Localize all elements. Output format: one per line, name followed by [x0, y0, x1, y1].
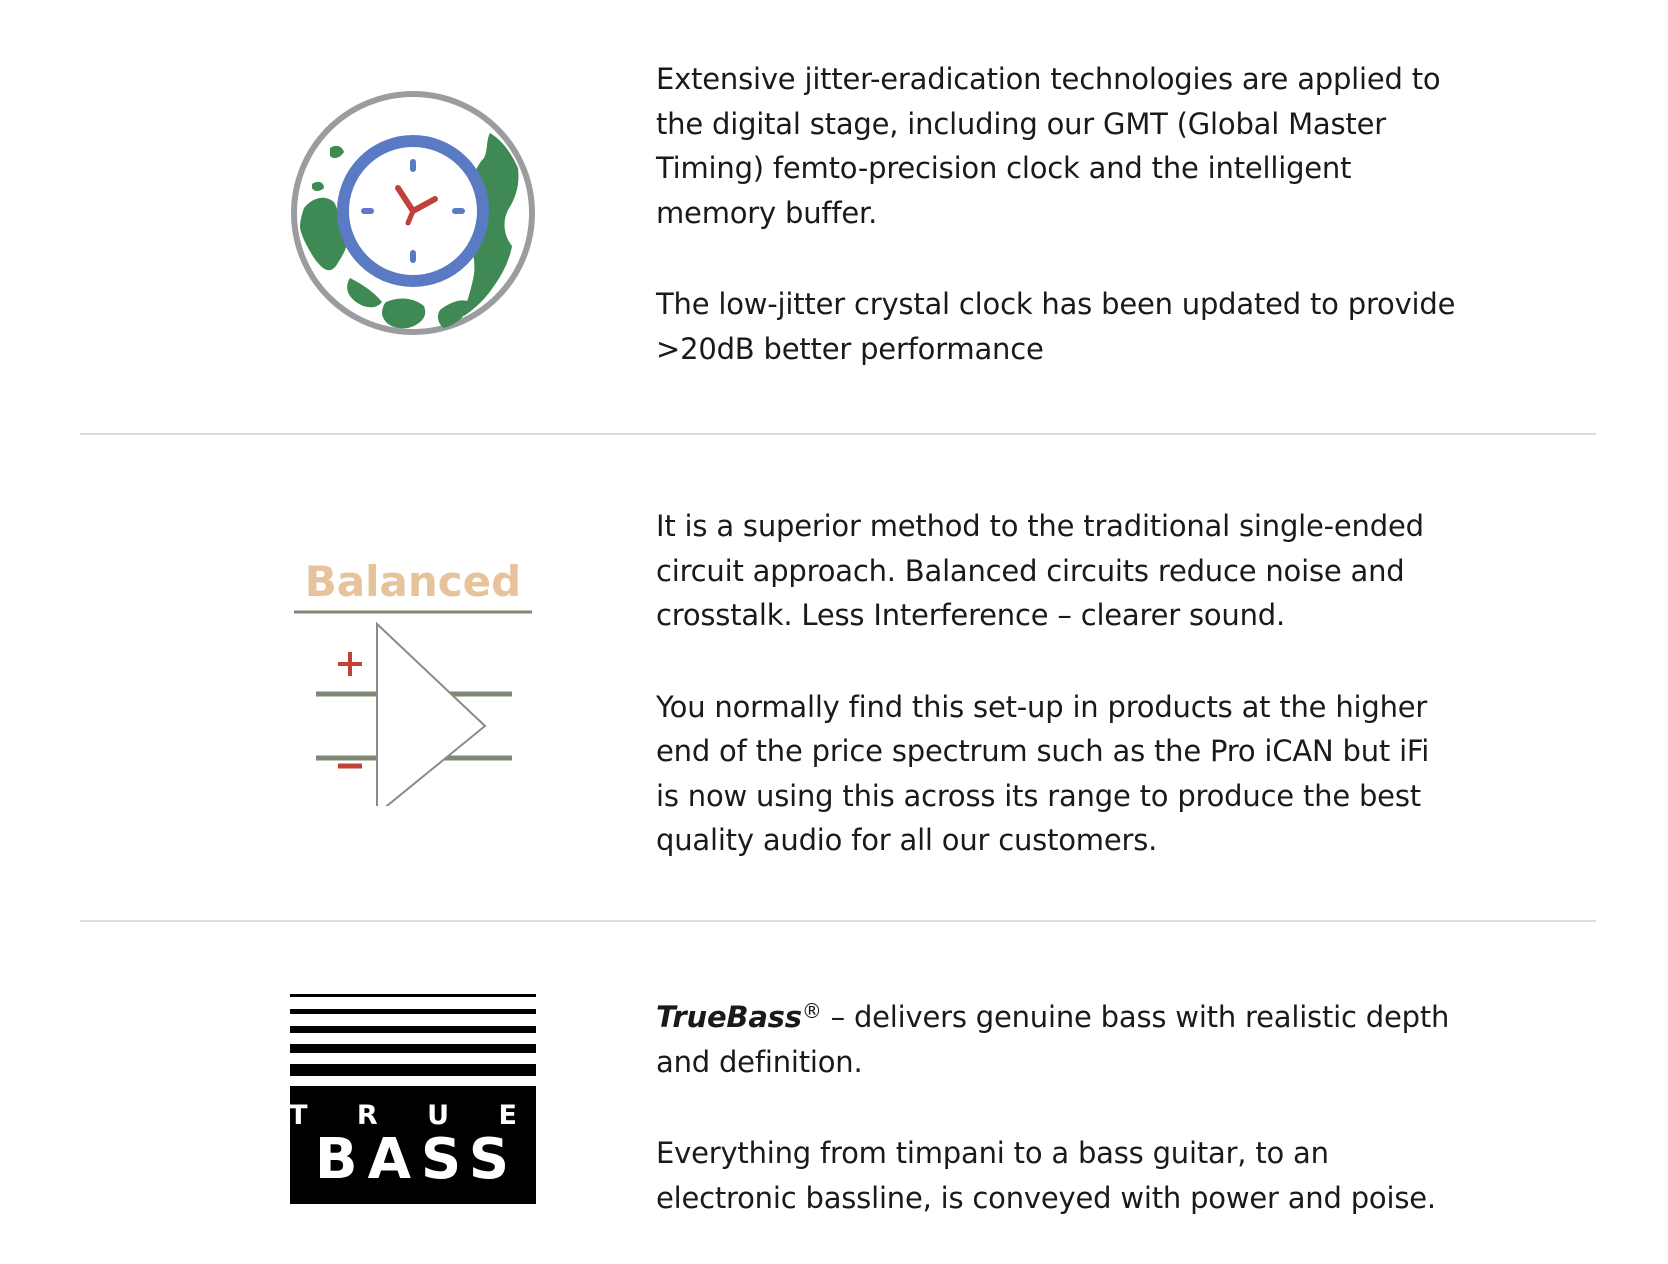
truebass-logo-icon	[290, 994, 536, 1204]
feature-paragraph: Everything from timpani to a bass guitar, to an electronic bassline, is conveyed with power and poise.	[656, 1136, 1436, 1215]
feature-global-master-timing	[0, 0, 1668, 434]
feature-paragraph: Extensive jitter-eradication technologies are applied to the digital stage, including our GMT (Global Master Timing) femto-precision clock and the intelligent memory buffer.	[656, 62, 1441, 230]
svg-text:BASS: BASS	[314, 1127, 520, 1192]
feature-truebass	[0, 922, 1668, 1264]
feature-paragraph: The low-jitter crystal clock has been updated to provide >20dB better performance	[656, 287, 1456, 366]
svg-text:T R U E: T R U E	[290, 1100, 536, 1131]
balanced-amplifier-icon	[290, 556, 536, 806]
svg-text:Balanced: Balanced	[304, 557, 522, 606]
global-clock-icon	[290, 88, 536, 338]
feature-text	[656, 504, 1456, 863]
feature-balanced	[0, 436, 1668, 922]
feature-paragraph: You normally find this set-up in products at the higher end of the price spectrum such as the Pro iCAN but iFi is now using this across its range to produce the best quality audio for all our customers.	[656, 689, 1430, 857]
section-divider	[80, 433, 1596, 435]
feature-text	[656, 989, 1456, 1220]
feature-text	[656, 57, 1456, 371]
truebass-intro-paragraph	[656, 989, 1456, 1084]
feature-paragraph: It is a superior method to the traditional single-ended circuit approach. Balanced circuits reduce noise and crosstalk. Less Interference – clearer sound.	[656, 509, 1424, 632]
registered-mark: ®	[801, 999, 822, 1023]
brand-description: – delivers genuine bass with realistic depth and definition.	[656, 1000, 1450, 1079]
brand-name: TrueBass	[656, 1000, 802, 1034]
